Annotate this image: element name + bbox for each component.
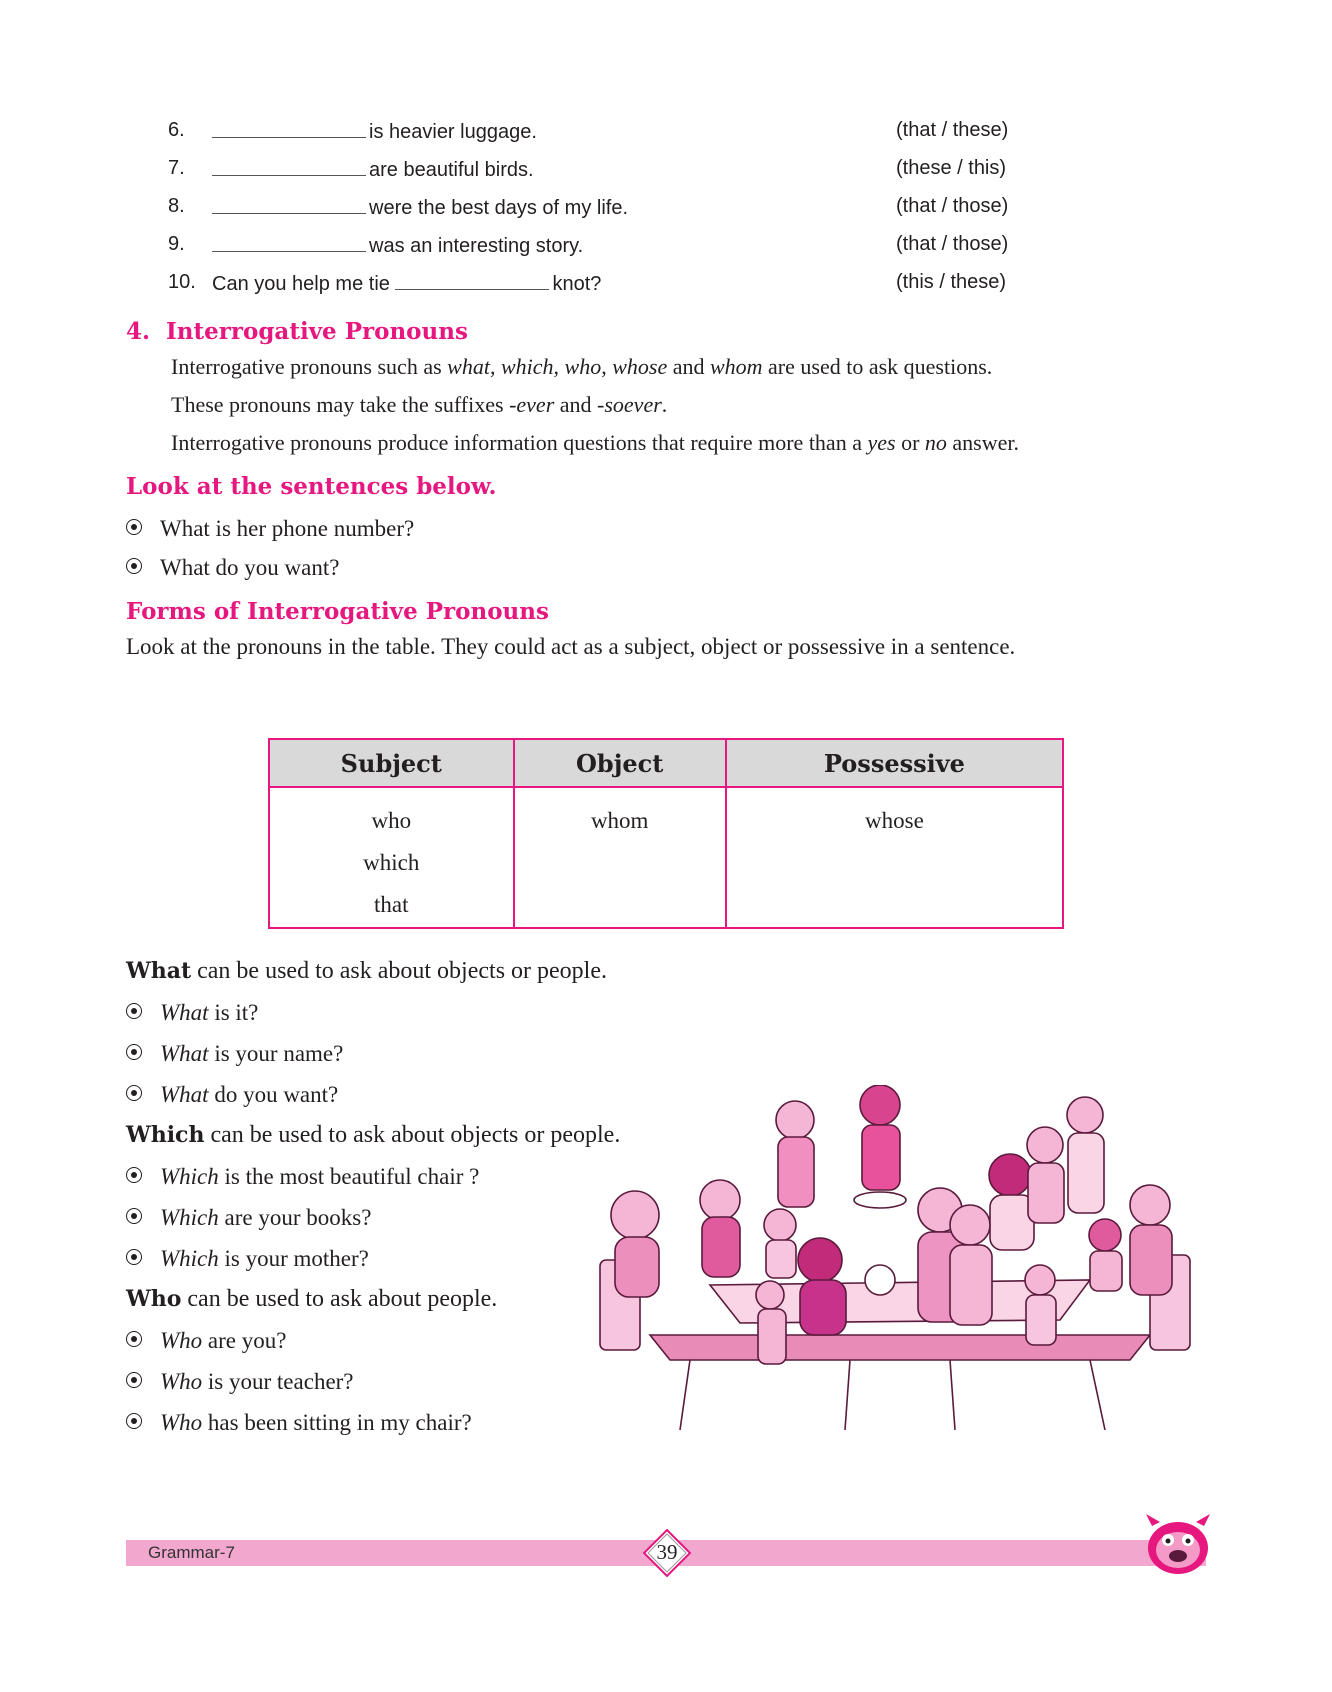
answer-blank[interactable] [212,233,366,252]
section-paragraph: Interrogative pronouns such as what, which, who, whose and whom are used to ask questions. [171,354,993,379]
list-item: What is her phone number? [126,516,414,542]
item-number: 9. [168,233,185,255]
item-options: (that / these) [896,119,1009,141]
item-options: (that / those) [896,195,1009,217]
bullet-icon [126,1208,142,1224]
col-header-possessive: Possessive [726,739,1063,787]
exercise-row [168,195,1068,229]
item-sentence: is heavier luggage. [212,119,537,144]
col-header-subject: Subject [269,739,514,787]
list-item: What is your name? [126,1041,343,1067]
bullet-icon [126,1044,142,1060]
item-number: 8. [168,195,185,217]
bullet-icon [126,1249,142,1265]
section-paragraph: Interrogative pronouns produce information questions that require more than a yes or no answer. [171,430,1019,455]
list-item: Who has been sitting in my chair? [126,1410,472,1436]
item-number: 6. [168,119,185,141]
list-item: Which are your books? [126,1205,371,1231]
section-heading: 4. Interrogative Pronouns [126,318,468,345]
bullet-icon [126,1085,142,1101]
object-cell: whom [514,787,726,928]
item-sentence: are beautiful birds. [212,157,534,182]
look-heading: Look at the sentences below. [126,473,497,500]
answer-blank[interactable] [212,119,366,138]
section-paragraph: These pronouns may take the suffixes -ever and -soever. [171,392,668,417]
pronoun-forms-table [268,738,1064,929]
item-number: 10. [168,271,196,293]
bullet-icon [126,1167,142,1183]
table-row [269,787,1063,928]
list-item: Who is your teacher? [126,1369,354,1395]
bullet-icon [126,1413,142,1429]
bullet-icon [126,519,142,535]
page-number: 39 [656,1540,678,1564]
list-item: What do you want? [126,555,339,581]
subject-cell: who which that [269,787,514,928]
item-sentence: was an interesting story. [212,233,583,258]
answer-blank[interactable] [395,271,549,290]
answer-blank[interactable] [212,157,366,176]
list-item: What do you want? [126,1082,338,1108]
item-number: 7. [168,157,185,179]
forms-heading: Forms of Interrogative Pronouns [126,598,549,625]
which-lead: Which can be used to ask about objects or people. [126,1122,621,1148]
bullet-icon [126,558,142,574]
exercise-row [168,233,1068,267]
who-lead: Who can be used to ask about people. [126,1286,498,1312]
footer-book-title: Grammar-7 [148,1543,235,1562]
bullet-icon [126,1331,142,1347]
monster-mascot-icon [1138,1510,1218,1580]
col-header-object: Object [514,739,726,787]
exercise-row [168,119,1068,153]
family-dinner-illustration [590,1085,1210,1455]
item-options: (these / this) [896,157,1007,179]
bullet-icon [126,1003,142,1019]
item-options: (that / those) [896,233,1009,255]
possessive-cell: whose [726,787,1063,928]
item-sentence: were the best days of my life. [212,195,628,220]
answer-blank[interactable] [212,195,366,214]
item-sentence: Can you help me tie knot? [212,273,602,295]
exercise-row [168,271,1068,305]
bullet-icon [126,1372,142,1388]
exercise-row [168,157,1068,191]
what-lead: What can be used to ask about objects or people. [126,958,607,984]
list-item: What is it? [126,1000,258,1026]
forms-intro: Look at the pronouns in the table. They could act as a subject, object or possessive in a sentence. [126,634,1016,659]
list-item: Who are you? [126,1328,286,1354]
item-options: (this / these) [896,271,1007,293]
list-item: Which is the most beautiful chair ? [126,1164,479,1190]
list-item: Which is your mother? [126,1246,369,1272]
